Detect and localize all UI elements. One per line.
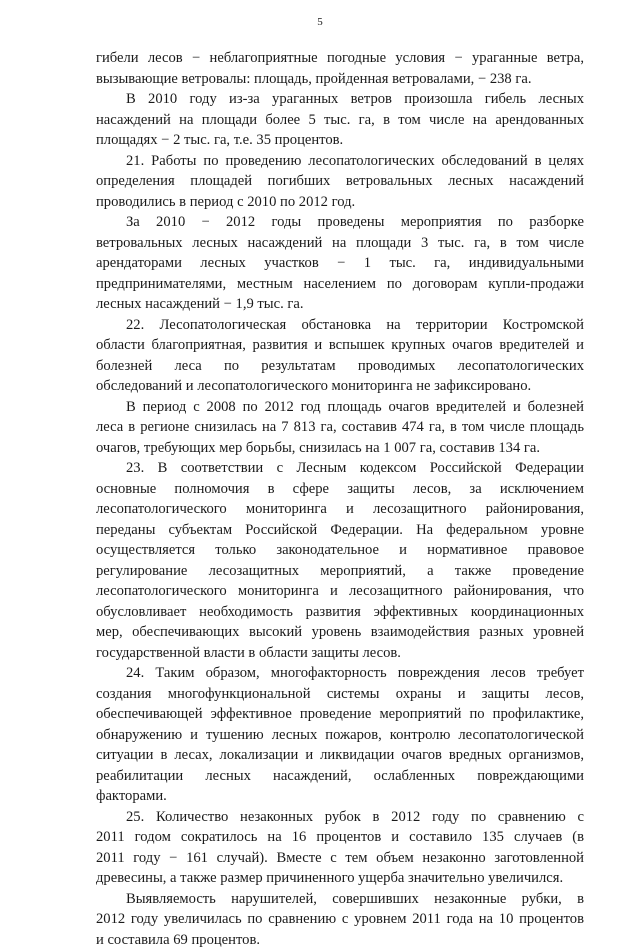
text-line: В 2010 году из-за ураганных ветров произошла гибель лесных bbox=[96, 89, 584, 110]
paragraph bbox=[96, 807, 584, 889]
text-line: осуществляется только законодательное и нормативное правовое bbox=[96, 540, 584, 561]
text-line: регулирование лесозащитных мероприятий, а также проведение bbox=[96, 561, 584, 582]
text-line: 2011 году − 161 случай). Вместе с тем объем незаконно заготовленной bbox=[96, 848, 584, 869]
text-line: лесных насаждений − 1,9 тыс. га. bbox=[96, 294, 584, 315]
text-line: ветровальных лесных насаждений на площади 3 тыс. га, в том числе bbox=[96, 233, 584, 254]
text-line: области благоприятная, развития и вспышек крупных очагов вредителей и bbox=[96, 335, 584, 356]
text-line: ситуации в лесах, локализации и ликвидации очагов вредных организмов, bbox=[96, 745, 584, 766]
text-line: 24. Таким образом, многофакторность повреждения лесов требует bbox=[96, 663, 584, 684]
text-line: вызывающие ветровалы: площадь, пройденная ветровалами, − 238 га. bbox=[96, 69, 584, 90]
paragraph bbox=[96, 889, 584, 950]
text-line: создания многофункциональной системы охраны и защиты лесов, bbox=[96, 684, 584, 705]
text-line: обнаружению и тушению лесных пожаров, контролю лесопатологической bbox=[96, 725, 584, 746]
text-line: Выявляемость нарушителей, совершивших незаконные рубки, в bbox=[96, 889, 584, 910]
text-line: 2011 годом сократилось на 16 процентов и составило 135 случаев (в bbox=[96, 827, 584, 848]
text-line: 21. Работы по проведению лесопатологических обследований в целях bbox=[96, 151, 584, 172]
text-line: В период с 2008 по 2012 год площадь очагов вредителей и болезней bbox=[96, 397, 584, 418]
text-line: 25. Количество незаконных рубок в 2012 году по сравнению с bbox=[96, 807, 584, 828]
paragraph bbox=[96, 397, 584, 459]
paragraph bbox=[96, 663, 584, 807]
text-line: переданы субъектам Российской Федерации. На федеральном уровне bbox=[96, 520, 584, 541]
text-line: определения площадей погибших ветровальных лесных насаждений bbox=[96, 171, 584, 192]
paragraph bbox=[96, 89, 584, 151]
paragraph bbox=[96, 48, 584, 89]
text-line: очагов, требующих мер борьбы, снизилась на 1 007 га, составив 134 га. bbox=[96, 438, 584, 459]
text-line: За 2010 − 2012 годы проведены мероприятия по разборке bbox=[96, 212, 584, 233]
text-line: обследований и лесопатологического мониторинга не зафиксировано. bbox=[96, 376, 584, 397]
text-line: обеспечивающей эффективное проведение мероприятий по профилактике, bbox=[96, 704, 584, 725]
document-body bbox=[96, 48, 584, 950]
paragraph bbox=[96, 151, 584, 213]
text-line: болезней леса по результатам проводимых лесопатологических bbox=[96, 356, 584, 377]
text-line: обусловливает необходимость развития эффективных координационных bbox=[96, 602, 584, 623]
text-line: лесопатологического мониторинга и лесозащитного районирования, что bbox=[96, 581, 584, 602]
text-line: лесопатологического мониторинга и лесозащитного районирования, bbox=[96, 499, 584, 520]
text-line: реабилитации лесных насаждений, ослабленных повреждающими bbox=[96, 766, 584, 787]
text-line: и составила 69 процентов. bbox=[96, 930, 584, 950]
text-line: мер, обеспечивающих высокий уровень взаимодействия разных уровней bbox=[96, 622, 584, 643]
text-line: 23. В соответствии с Лесным кодексом Российской Федерации bbox=[96, 458, 584, 479]
paragraph bbox=[96, 315, 584, 397]
text-line: основные полномочия в сфере защиты лесов, за исключением bbox=[96, 479, 584, 500]
text-line: древесины, а также размер причиненного ущерба значительно увеличился. bbox=[96, 868, 584, 889]
text-line: предпринимателями, местным населением по договорам купли-продажи bbox=[96, 274, 584, 295]
text-line: насаждений на площади более 5 тыс. га, в том числе на арендованных bbox=[96, 110, 584, 131]
text-line: факторами. bbox=[96, 786, 584, 807]
paragraph bbox=[96, 458, 584, 663]
text-line: 2012 году увеличилась по сравнению с уровнем 2011 года на 10 процентов bbox=[96, 909, 584, 930]
text-line: гибели лесов − неблагоприятные погодные условия − ураганные ветра, bbox=[96, 48, 584, 69]
text-line: площадях − 2 тыс. га, т.е. 35 процентов. bbox=[96, 130, 584, 151]
text-line: проводились в период с 2010 по 2012 год. bbox=[96, 192, 584, 213]
text-line: государственной власти в области защиты лесов. bbox=[96, 643, 584, 664]
text-line: леса в регионе снизилась на 7 813 га, составив 474 га, в том числе площадь bbox=[96, 417, 584, 438]
page-number: 5 bbox=[0, 16, 640, 28]
text-line: арендаторами лесных участков − 1 тыс. га, индивидуальными bbox=[96, 253, 584, 274]
text-line: 22. Лесопатологическая обстановка на территории Костромской bbox=[96, 315, 584, 336]
paragraph bbox=[96, 212, 584, 315]
